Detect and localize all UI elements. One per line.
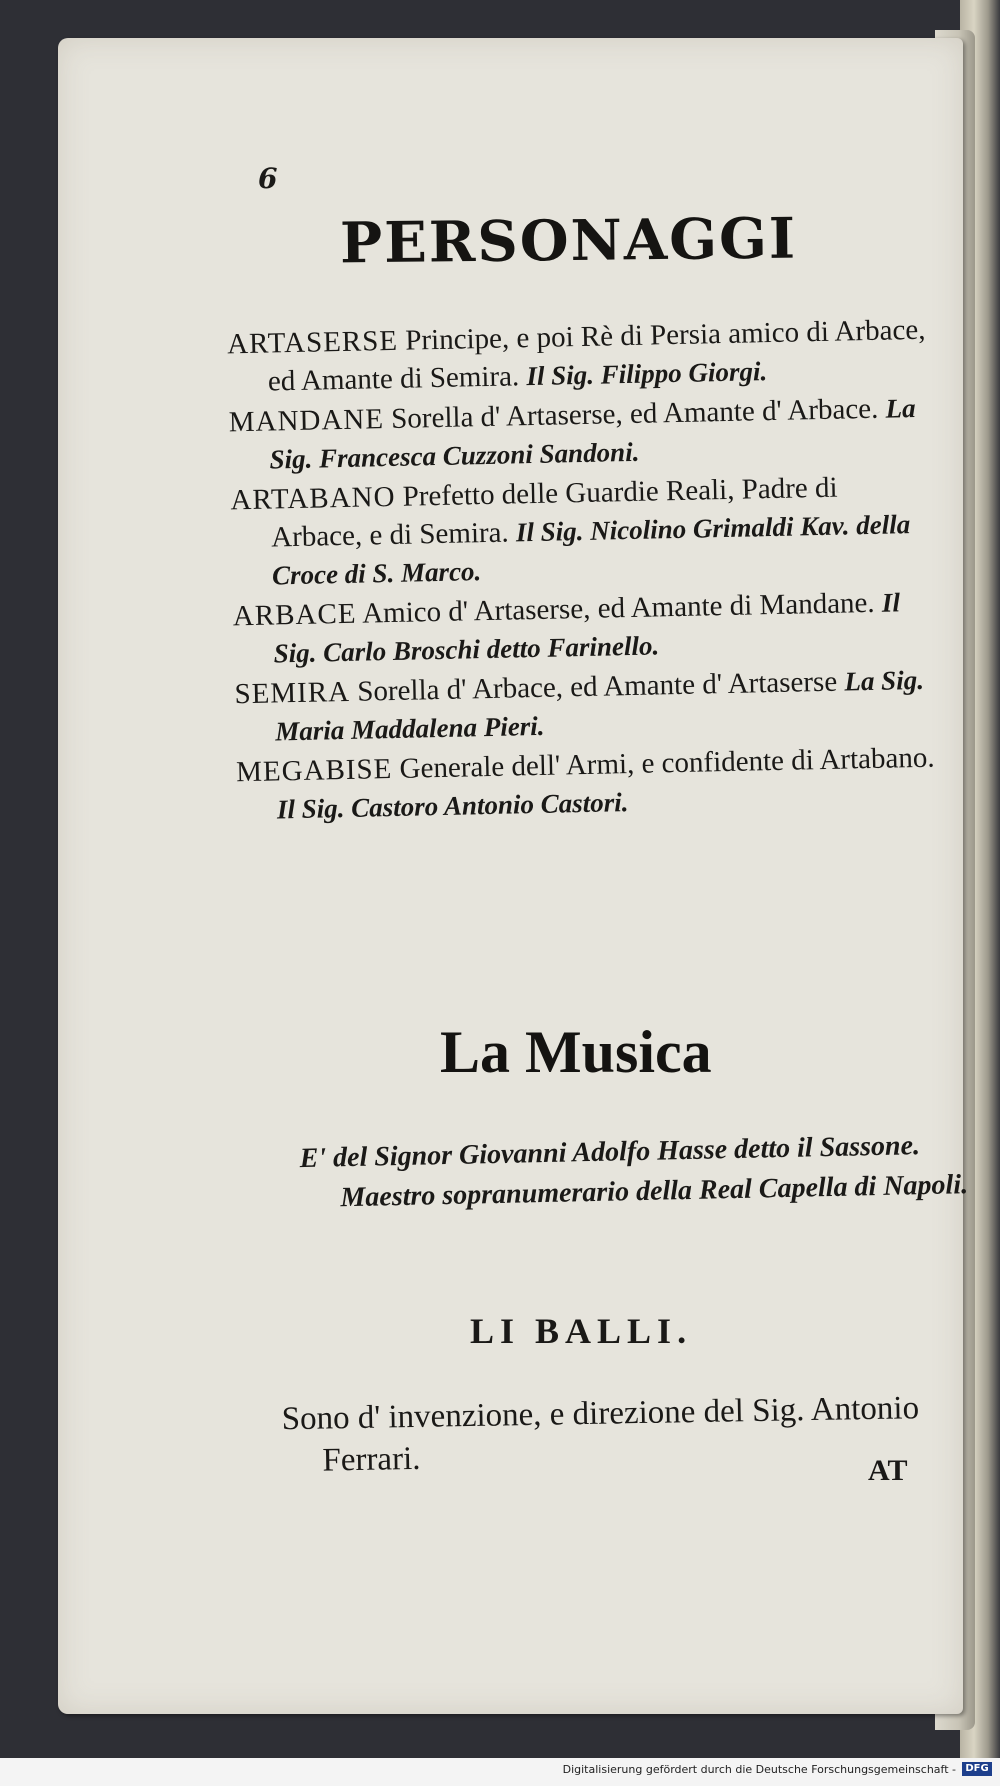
performer-name: La Sig. Maria Maddalena Pieri. (274, 664, 925, 747)
cast-entry (228, 389, 929, 480)
cast-entry (234, 661, 935, 752)
character-name: MEGABISE (235, 753, 393, 789)
page-title: PERSONAGGI (339, 205, 798, 277)
performer-name: La Sig. Francesca Cuzzoni Sandoni. (269, 392, 916, 475)
page-number: 6 (258, 162, 278, 195)
section-heading-balli: LI BALLI. (470, 1311, 693, 1351)
performer-name: Il Sig. Carlo Broschi detto Farinello. (273, 587, 901, 669)
cast-entry (236, 739, 937, 830)
character-name: SEMIRA (234, 675, 351, 711)
musica-credit: E' del Signor Giovanni Adolfo Hasse detto il Sassone. Maestro sopranumerario della Real Capella di Napoli. (299, 1130, 969, 1214)
footer-credit: Digitalisierung gefördert durch die Deutsche Forschungsgemeinschaft - (562, 1763, 956, 1776)
character-role: Prefetto delle Guardie Reali, Padre di Arbace, e di Semira. (270, 471, 838, 554)
section-heading-musica: La Musica (440, 1019, 712, 1085)
character-role: Amico d' Artaserse, ed Amante di Mandane. (361, 586, 875, 630)
balli-credit: Sono d' invenzione, e direzione del Sig. Antonio Ferrari. (281, 1390, 920, 1479)
cast-entry (227, 311, 928, 402)
catchword: AT (868, 1454, 908, 1487)
character-role: Generale dell' Armi, e confidente di Artabano. (399, 741, 935, 785)
character-name: ARBACE (232, 597, 357, 633)
dfg-logo: DFG (962, 1762, 992, 1776)
cast-entry (232, 583, 933, 674)
character-role: Sorella d' Arbace, ed Amante d' Artaserse (356, 665, 838, 708)
character-role: Principe, e poi Rè di Persia amico di Arbace, ed Amante di Semira. (267, 313, 926, 398)
performer-name: Il Sig. Nicolino Grimaldi Kav. della Croce di S. Marco. (271, 509, 911, 591)
character-name: ARTASERSE (226, 324, 399, 361)
character-name: MANDANE (228, 403, 385, 439)
performer-name: Il Sig. Castoro Antonio Castori. (276, 787, 629, 825)
character-name: ARTABANO (230, 480, 396, 517)
character-role: Sorella d' Artaserse, ed Amante d' Arbace. (390, 392, 879, 435)
cast-list (227, 311, 937, 832)
cast-entry (230, 467, 932, 596)
performer-name: Il Sig. Filippo Giorgi. (526, 356, 768, 392)
